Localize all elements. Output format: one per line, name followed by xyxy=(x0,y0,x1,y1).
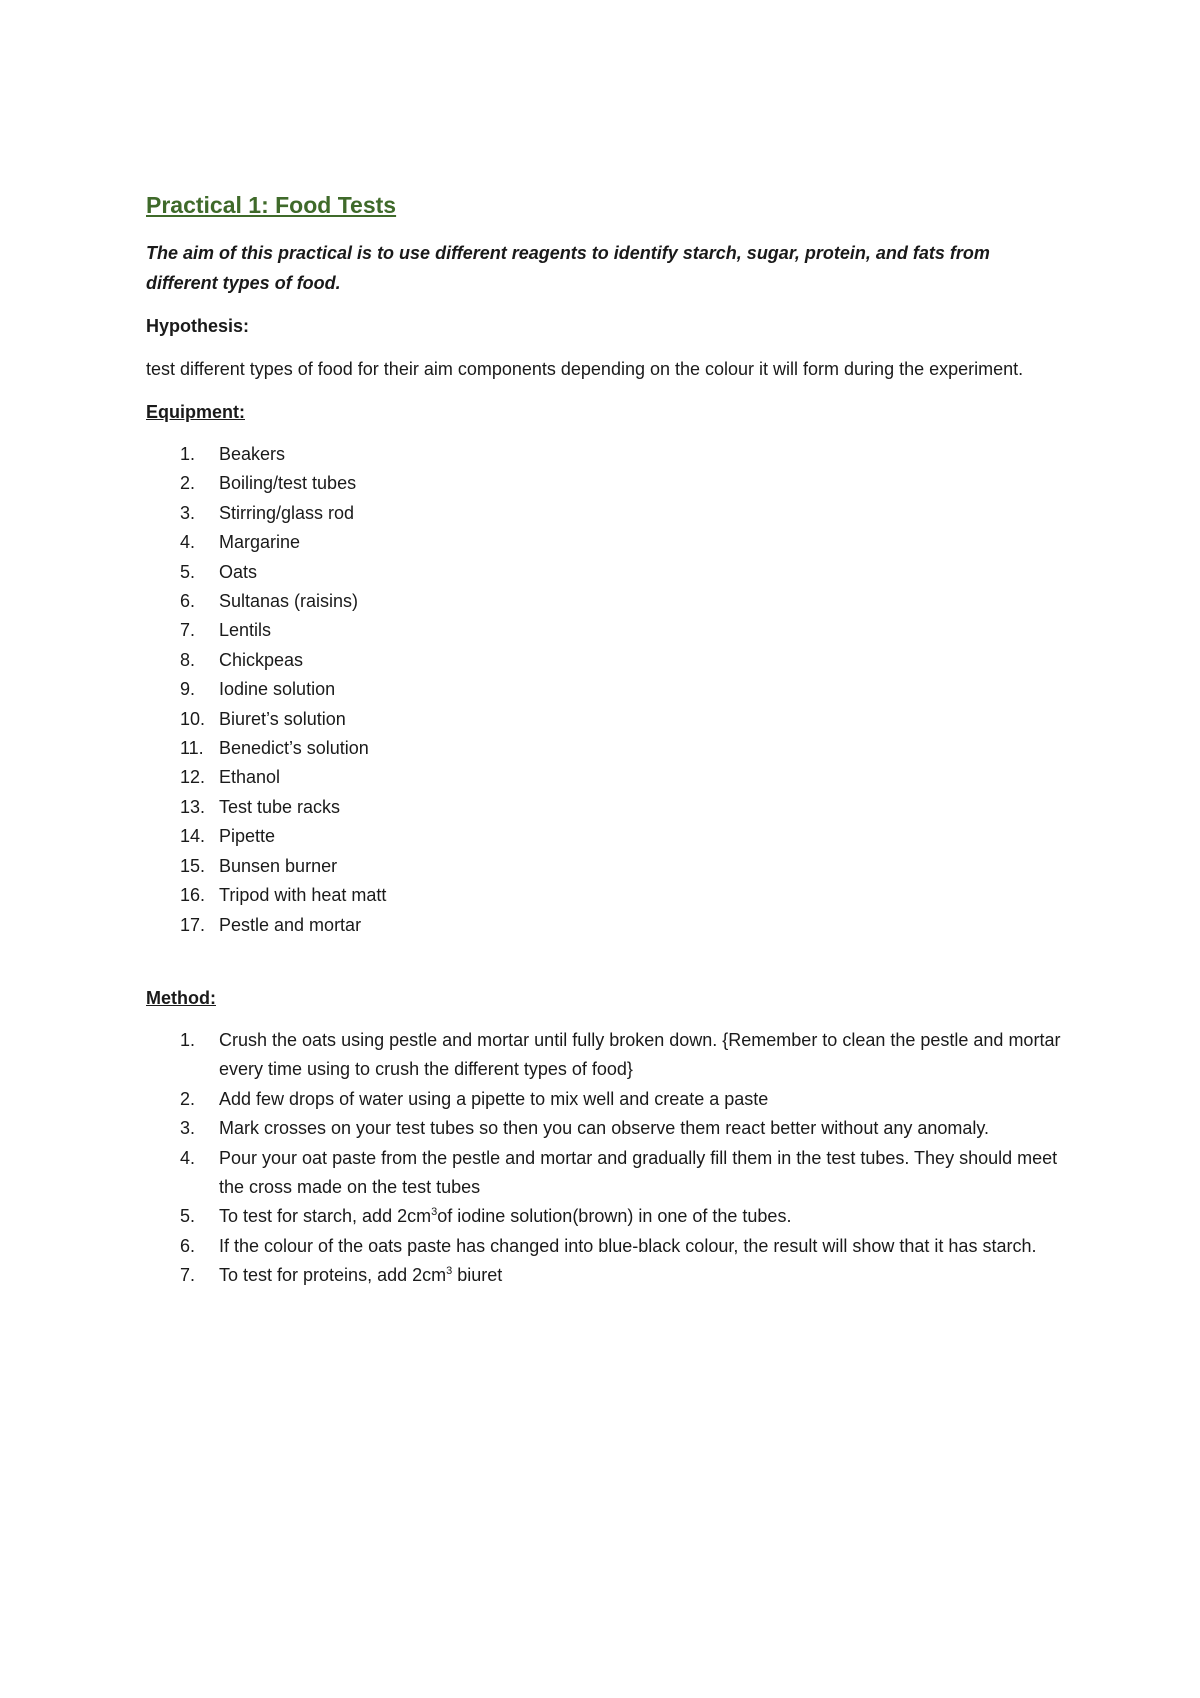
list-number: 10. xyxy=(180,708,206,729)
list-number: 13. xyxy=(180,796,206,817)
list-number: 15. xyxy=(180,855,206,876)
list-item xyxy=(146,558,1066,587)
list-item xyxy=(146,587,1066,616)
list-item-text: Biuret’s solution xyxy=(219,708,346,729)
equipment-list xyxy=(146,440,1066,940)
list-number: 11. xyxy=(180,738,204,759)
method-step xyxy=(146,1026,1066,1085)
step-text-post: of iodine solution(brown) in one of the tubes. xyxy=(437,1206,792,1227)
superscript: 3 xyxy=(446,1265,453,1278)
list-item-text: Stirring/glass rod xyxy=(219,502,355,523)
list-item xyxy=(146,793,1066,822)
step-text: Add few drops of water using a pipette to mix well and create a paste xyxy=(219,1088,769,1109)
list-item xyxy=(146,734,1066,763)
list-item xyxy=(146,881,1066,910)
superscript: 3 xyxy=(431,1206,438,1219)
step-text: Crush the oats using pestle and mortar until fully broken down. {Remember to clean the pestle and mortar every time using to crush the different types of food} xyxy=(219,1029,1061,1080)
list-item-text: Test tube racks xyxy=(219,796,341,817)
step-text-pre: To test for proteins, add 2cm xyxy=(219,1265,447,1286)
list-item xyxy=(146,911,1066,940)
step-text: Pour your oat paste from the pestle and mortar and gradually fill them in the test tubes. They should meet the cross made on the test tubes xyxy=(219,1147,1058,1197)
list-item-text: Pestle and mortar xyxy=(219,914,362,935)
step-number: 5. xyxy=(180,1206,196,1227)
method-list xyxy=(146,1026,1066,1291)
list-number: 17. xyxy=(180,914,206,935)
list-item-text: Sultanas (raisins) xyxy=(219,591,359,612)
list-item-text: Ethanol xyxy=(219,767,281,788)
method-step xyxy=(146,1202,1066,1231)
list-number: 2. xyxy=(180,473,196,494)
step-number: 3. xyxy=(180,1118,196,1139)
list-item xyxy=(146,646,1066,675)
list-item-text: Chickpeas xyxy=(219,649,304,670)
list-item xyxy=(146,675,1066,704)
list-item-text: Boiling/test tubes xyxy=(219,473,357,494)
list-number: 8. xyxy=(180,649,196,670)
page-title: Practical 1: Food Tests xyxy=(146,192,397,218)
list-item xyxy=(146,469,1066,498)
method-step xyxy=(146,1144,1066,1203)
aim-statement: The aim of this practical is to use different reagents to identify starch, sugar, protein, and fats from different types of food. xyxy=(146,243,990,293)
list-item-text: Iodine solution xyxy=(219,679,336,700)
method-step xyxy=(146,1114,1066,1143)
step-number: 4. xyxy=(180,1147,196,1168)
list-item xyxy=(146,616,1066,645)
hypothesis-heading: Hypothesis: xyxy=(146,316,250,336)
list-item xyxy=(146,852,1066,881)
list-item-text: Lentils xyxy=(219,620,272,641)
list-item-text: Benedict’s solution xyxy=(219,738,369,759)
list-item-text: Bunsen burner xyxy=(219,855,338,876)
list-number: 3. xyxy=(180,502,196,523)
list-item-text: Margarine xyxy=(219,532,301,553)
list-number: 14. xyxy=(180,826,206,847)
document-page xyxy=(146,190,1066,1291)
method-heading: Method: xyxy=(146,987,216,1008)
list-item xyxy=(146,822,1066,851)
list-item-text: Beakers xyxy=(219,444,286,464)
list-item-text: Oats xyxy=(219,561,258,582)
list-item xyxy=(146,705,1066,734)
step-text: If the colour of the oats paste has changed into blue-black colour, the result will show that it has starch. xyxy=(219,1235,1037,1256)
method-step xyxy=(146,1232,1066,1261)
step-text: Mark crosses on your test tubes so then you can observe them react better without any anomaly. xyxy=(219,1118,990,1139)
list-item xyxy=(146,528,1066,557)
list-number: 7. xyxy=(180,620,196,641)
step-number: 7. xyxy=(180,1265,196,1286)
step-number: 6. xyxy=(180,1235,196,1256)
list-number: 6. xyxy=(180,591,196,612)
equipment-heading: Equipment: xyxy=(146,402,245,422)
list-number: 5. xyxy=(180,561,196,582)
list-number: 9. xyxy=(180,679,196,700)
list-number: 12. xyxy=(180,767,206,788)
list-number: 4. xyxy=(180,532,196,553)
method-step xyxy=(146,1085,1066,1114)
list-item xyxy=(146,763,1066,792)
step-text-post: biuret xyxy=(452,1265,503,1286)
list-item-text: Pipette xyxy=(219,826,276,847)
list-item xyxy=(146,499,1066,528)
step-text-pre: To test for starch, add 2cm xyxy=(219,1206,432,1227)
list-number: 16. xyxy=(180,885,206,906)
hypothesis-text: test different types of food for their aim components depending on the colour it will form during the experiment. xyxy=(146,359,1024,379)
list-number: 1. xyxy=(180,444,196,464)
method-step xyxy=(146,1261,1066,1290)
list-item-text: Tripod with heat matt xyxy=(219,885,387,906)
list-item xyxy=(146,440,1066,469)
step-number: 1. xyxy=(180,1029,196,1050)
step-number: 2. xyxy=(180,1088,196,1109)
